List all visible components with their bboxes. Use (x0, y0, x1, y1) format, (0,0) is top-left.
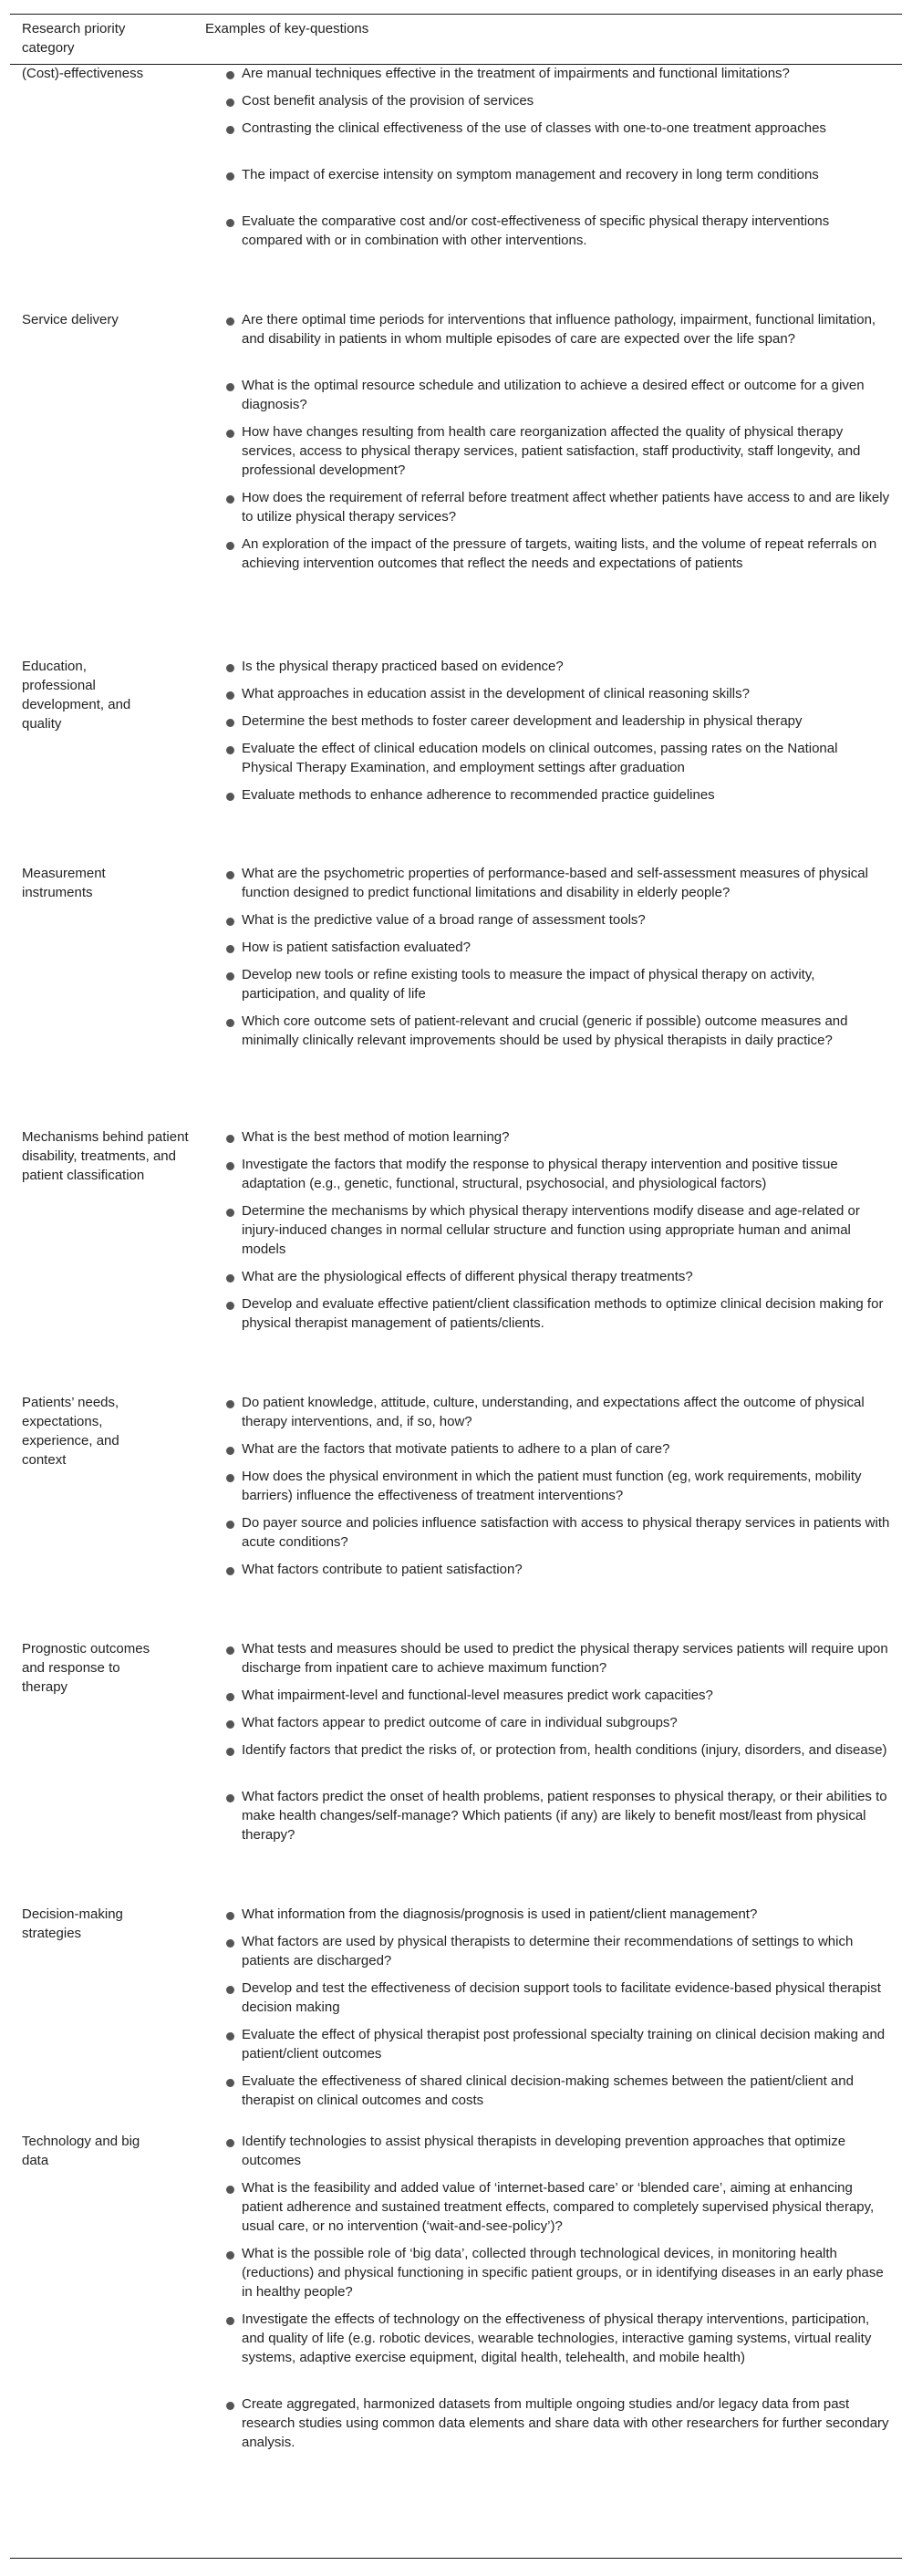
bullet-icon (226, 1162, 234, 1170)
list-item: The impact of exercise intensity on symptom management and recovery in long term conditions (242, 167, 819, 182)
list-item: Cost benefit analysis of the provision of services (242, 93, 534, 109)
bullet-icon (226, 1521, 234, 1529)
row-category: Decision-making strategies (22, 1906, 123, 1941)
bullet-icon (226, 945, 234, 953)
list-item: Is the physical therapy practiced based on evidence? (242, 659, 564, 674)
table-bottom-rule (10, 2558, 902, 2559)
row-category: Prognostic outcomes and response to therapy (22, 1641, 150, 1695)
list-item: Identify technologies to assist physical therapists in developing prevention approaches that optimize outcomes (242, 2134, 846, 2168)
list-item: Are manual techniques effective in the treatment of impairments and functional limitations? (242, 66, 790, 81)
table-top-rule (10, 14, 902, 15)
list-item: How does the requirement of referral before treatment affect whether patients have access to and are likely to utilize physical therapy services? (242, 490, 890, 525)
list-item: What are the physiological effects of different physical therapy treatments? (242, 1269, 693, 1284)
list-item: Evaluate the effect of clinical education models on clinical outcomes, passing rates on the National Physical Therapy Examination, and employment settings after graduation (242, 741, 838, 775)
list-item: What information from the diagnosis/prognosis is used in patient/client management? (242, 1906, 758, 1922)
row-category: Patients’ needs, expectations, experience, and context (22, 1395, 119, 1468)
bullet-icon (226, 219, 234, 227)
list-item: Contrasting the clinical effectiveness of the use of classes with one-to-one treatment approaches (242, 120, 826, 136)
list-item: Do payer source and policies influence satisfaction with access to physical therapy services in patients with acute conditions? (242, 1515, 890, 1550)
header-examples: Examples of key-questions (205, 21, 369, 36)
bullet-icon (226, 2186, 234, 2194)
list-item: Create aggregated, harmonized datasets from multiple ongoing studies and/or legacy data from past research studies using common data elements and share data with other researchers for further secondary analysis. (242, 2396, 889, 2450)
bullet-icon (226, 793, 234, 801)
list-item: What factors are used by physical therapists to determine their recommendations of settings to which patients are discharged? (242, 1934, 854, 1968)
list-item: Investigate the factors that modify the response to physical therapy intervention and positive tissue adaptation (e.g., genetic, functional, structural, psychosocial, and physiological factors) (242, 1157, 838, 1191)
list-item: What is the predictive value of a broad range of assessment tools? (242, 912, 646, 928)
list-item: What factors contribute to patient satisfaction? (242, 1562, 523, 1577)
list-item: Which core outcome sets of patient-relevant and crucial (generic if possible) outcome measures and minimally clinically relevant improvements should be used by physical therapists in daily practice? (242, 1013, 848, 1048)
bullet-icon (226, 918, 234, 926)
bullet-icon (226, 1274, 234, 1283)
list-item: What are the factors that motivate patients to adhere to a plan of care? (242, 1441, 670, 1457)
list-item: Determine the mechanisms by which physical therapy interventions modify disease and age-related or injury-induced changes in normal cellular structure and function using appropriate human and animal models (242, 1203, 860, 1257)
list-item: What is the feasibility and added value of ‘internet-based care’ or ‘blended care’, aiming at enhancing patient adherence and sustained treatment effects, compared to completely supervised physical therapy, usual care, or no intervention (‘wait-and-see-policy’)? (242, 2180, 875, 2234)
list-item: An exploration of the impact of the pressure of targets, waiting lists, and the volume of repeat referrals on achieving intervention outcomes that reflect the needs and expectations of patients (242, 536, 877, 571)
header-category: Research priority category (22, 21, 126, 56)
bullet-icon (226, 871, 234, 879)
bullet-icon (226, 664, 234, 672)
row-category: (Cost)-effectiveness (22, 66, 144, 81)
list-item: How is patient satisfaction evaluated? (242, 940, 471, 955)
list-item: What factors predict the onset of health problems, patient responses to physical therapy, or their abilities to make health changes/self-manage? Which patients (if any) are likely to benefit most/least from physical therapy? (242, 1789, 887, 1843)
row-category: Measurement instruments (22, 866, 106, 900)
bullet-icon (226, 719, 234, 727)
bullet-icon (226, 2032, 234, 2041)
bullet-icon (226, 71, 234, 79)
list-item: Do patient knowledge, attitude, culture, understanding, and expectations affect the outcome of physical therapy interventions, and, if so, how? (242, 1395, 865, 1429)
bullet-icon (226, 126, 234, 134)
list-item: What is the optimal resource schedule and utilization to achieve a desired effect or outcome for a given diagnosis? (242, 378, 865, 412)
row-category: Service delivery (22, 312, 119, 327)
list-item: Evaluate methods to enhance adherence to recommended practice guidelines (242, 787, 715, 803)
bullet-icon (226, 1693, 234, 1701)
bullet-icon (226, 2402, 234, 2410)
bullet-icon (226, 691, 234, 700)
row-category: Mechanisms behind patient disability, treatments, and patient classification (22, 1129, 189, 1183)
bullet-icon (226, 1912, 234, 1920)
bullet-icon (226, 99, 234, 107)
list-item: Investigate the effects of technology on the effectiveness of physical therapy interventions, participation, and quality of life (e.g. robotic devices, wearable technologies, interactive gaming systems, virtual reality systems, adaptive exercise equipment, digital health, telehealth, and mobile health) (242, 2311, 872, 2365)
bullet-icon (226, 1939, 234, 1948)
bullet-icon (226, 495, 234, 504)
bullet-icon (226, 1720, 234, 1729)
bullet-icon (226, 1447, 234, 1455)
list-item: Develop new tools or refine existing tools to measure the impact of physical therapy on activity, participation, and quality of life (242, 967, 815, 1002)
list-item: What approaches in education assist in the development of clinical reasoning skills? (242, 686, 750, 701)
bullet-icon (226, 383, 234, 391)
bullet-icon (226, 1302, 234, 1310)
list-item: Evaluate the comparative cost and/or cost-effectiveness of specific physical therapy interventions compared with or in combination with other interventions. (242, 213, 830, 248)
bullet-icon (226, 972, 234, 981)
bullet-icon (226, 1400, 234, 1408)
list-item: What factors appear to predict outcome of care in individual subgroups? (242, 1715, 678, 1730)
list-item: Develop and evaluate effective patient/client classification methods to optimize clinical decision making for physical therapist management of patients/clients. (242, 1296, 884, 1331)
list-item: What impairment-level and functional-level measures predict work capacities? (242, 1688, 713, 1703)
bullet-icon (226, 1135, 234, 1143)
list-item: Identify factors that predict the risks of, or protection from, health conditions (injury, disorders, and disease) (242, 1742, 887, 1758)
bullet-icon (226, 2139, 234, 2147)
list-item: How have changes resulting from health care reorganization affected the quality of physical therapy services, access to physical therapy services, patient satisfaction, staff productivity, staff longevity, and professional development? (242, 424, 861, 478)
list-item: What tests and measures should be used to predict the physical therapy services patients will require upon discharge from inpatient care to achieve maximum function? (242, 1641, 888, 1676)
bullet-icon (226, 2317, 234, 2325)
bullet-icon (226, 1567, 234, 1575)
list-item: Evaluate the effect of physical therapist post professional specialty training on clinical decision making and patient/client outcomes (242, 2027, 886, 2062)
bullet-icon (226, 2079, 234, 2087)
row-category: Technology and big data (22, 2134, 140, 2168)
bullet-icon (226, 1646, 234, 1655)
list-item: What are the psychometric properties of performance-based and self-assessment measures of physical function designed to predict functional limitations and disability in elderly people? (242, 866, 868, 900)
list-item: Are there optimal time periods for interventions that influence pathology, impairment, functional limitation, and disability in patients in whom multiple episodes of care are expected over the life span? (242, 312, 876, 347)
bullet-icon (226, 1748, 234, 1756)
list-item: How does the physical environment in which the patient must function (eg, work requirements, mobility barriers) influence the effectiveness of treatment interventions? (242, 1469, 862, 1503)
bullet-icon (226, 172, 234, 181)
list-item: Determine the best methods to foster career development and leadership in physical therapy (242, 713, 803, 729)
bullet-icon (226, 1986, 234, 1994)
list-item: What is the possible role of ‘big data’, collected through technological devices, in monitoring health (reductions) and physical functioning in specific patient groups, or in identifying diseases in an early phase in healthy people? (242, 2246, 884, 2300)
row-category: Education, professional development, and quality (22, 659, 131, 732)
bullet-icon (226, 746, 234, 754)
bullet-icon (226, 1474, 234, 1482)
list-item: Evaluate the effectiveness of shared clinical decision-making schemes between the patient/client and therapist on clinical outcomes and costs (242, 2073, 854, 2108)
list-item: What is the best method of motion learning? (242, 1129, 510, 1145)
list-item: Develop and test the effectiveness of decision support tools to facilitate evidence-based physical therapist decision making (242, 1980, 881, 2015)
